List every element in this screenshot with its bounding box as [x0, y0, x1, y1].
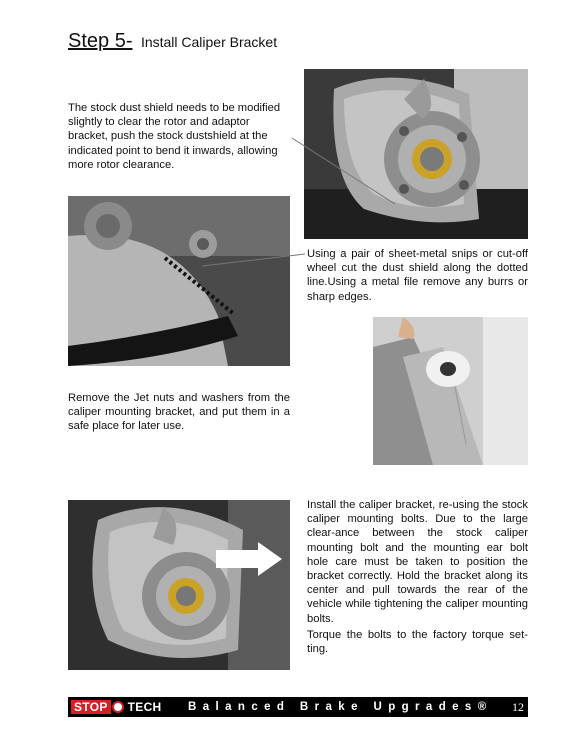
paragraph-remove-nuts: Remove the Jet nuts and washers from the caliper mounting bracket, and put them in a safe place for later use.: [68, 392, 290, 433]
photo-dotted-cut-line: [68, 196, 290, 366]
paragraph-cut-shield: Using a pair of sheet-metal snips or cut-off wheel cut the dust shield along the dotted line.Using a metal file remove any burrs or sharp edges.: [307, 248, 528, 303]
photo-bent-shield: [373, 317, 528, 465]
paragraph-torque: Torque the bolts to the factory torque set-ting.: [307, 629, 528, 656]
footer-bar: [68, 697, 528, 717]
stoptech-logo-disc-icon: [112, 701, 124, 713]
photo-caliper-bracket: [68, 500, 290, 670]
paragraph-dust-shield: The stock dust shield needs to be modified slightly to clear the rotor and adaptor bracket, push the stock dustshield at the indicated point to bend it inwards, allowing more rotor clearance.: [68, 102, 281, 171]
paragraph-install-bracket: Install the caliper bracket, re-using the stock caliper mounting bolts. Due to the large clear-ance between the stock caliper mounting bolt and the mounting ear bolt hole care must be taken to position the bracket correctly. Hold the bracket along its center and pull towards the rear of the vehicle while tightening the caliper mounting bolts.: [307, 499, 528, 625]
logo-tech-text: TECH: [127, 700, 162, 714]
stoptech-logo: [71, 700, 165, 714]
logo-stop-text: STOP: [71, 700, 111, 714]
page-title: [68, 30, 277, 53]
step-label: Step 5-: [68, 30, 133, 52]
page-number: 12: [512, 700, 524, 714]
footer-tagline: Balanced Brake Upgrades®: [188, 701, 493, 713]
photo-hub-dust-shield: [304, 69, 528, 239]
step-title: Install Caliper Bracket: [140, 34, 278, 50]
